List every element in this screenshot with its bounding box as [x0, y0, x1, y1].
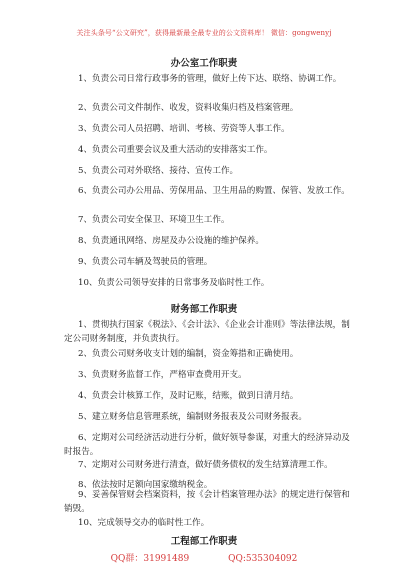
office-item-5: 5、负责公司对外联络、接待、宣传工作。 — [78, 166, 239, 176]
promo-banner: 关注头条号“公文研究”，获得最新最全最专业的公文资料库！ 微信：gongwenyj — [76, 29, 332, 37]
finance-item-1: 1、贯彻执行国家《税法》、《会计法》、《企业会计准则》等法律法规，制定公司财务制度，并负责执行。 — [64, 320, 350, 344]
finance-item-4: 4、负责会计核算工作，及时记账，结账，做到日清月结。 — [78, 391, 299, 401]
office-item-10: 10、负责公司领导安排的日常事务及临时性工作。 — [78, 278, 270, 288]
finance-item-3: 3、负责财务监督工作，严格审查费用开支。 — [78, 370, 247, 380]
finance-item-6: 6、定期对公司经济活动进行分析，做好领导参谋，对重大的经济异动及时报告。 — [64, 433, 350, 457]
finance-item-7: 7、定期对公司财务进行清查，做好债务债权的发生结算清理工作。 — [78, 460, 333, 470]
section-title-finance: 财务部工作职责 — [170, 304, 238, 315]
office-item-9: 9、负责公司车辆及驾驶员的管理。 — [78, 257, 213, 267]
finance-item-10: 10、完成领导交办的临时性工作。 — [78, 518, 210, 528]
office-item-7: 7、负责公司安全保卫、环境卫生工作。 — [78, 215, 230, 225]
section-title-office: 办公室工作职责 — [170, 58, 238, 69]
contact-footer — [0, 551, 408, 564]
office-item-1: 1、负责公司日常行政事务的管理，做好上传下达、联络、协调工作。 — [78, 74, 342, 84]
qq-text: QQ:535304092 — [228, 554, 298, 564]
finance-item-9: 9、妥善保管财会档案资料，按《会计档案管理办法》的规定进行保管和销毁。 — [64, 490, 350, 514]
qq-group-text: QQ群：31991489 — [110, 554, 190, 564]
finance-item-2: 2、负责公司财务收支计划的编制，资金筹措和正确使用。 — [78, 349, 299, 359]
finance-item-5: 5、建立财务信息管理系统，编制财务报表及公司财务报表。 — [78, 412, 307, 422]
office-item-6: 6、负责公司办公用品、劳保用品、卫生用品的购置、保管、发放工作。 — [78, 186, 350, 196]
office-item-2: 2、负责公司文件制作、收发，资料收集归档及档案管理。 — [78, 103, 299, 113]
office-item-4: 4、负责公司重要会议及重大活动的安排落实工作。 — [78, 145, 273, 155]
section-title-engineering: 工程部工作职责 — [170, 536, 238, 547]
finance-item-8: 8、依法按时足额向国家缴纳税金。 — [78, 480, 213, 490]
office-item-8: 8、负责通讯网络、房屋及办公设施的维护保养。 — [78, 236, 264, 246]
office-item-3: 3、负责公司人员招聘、培训、考核、劳资等人事工作。 — [78, 124, 290, 134]
